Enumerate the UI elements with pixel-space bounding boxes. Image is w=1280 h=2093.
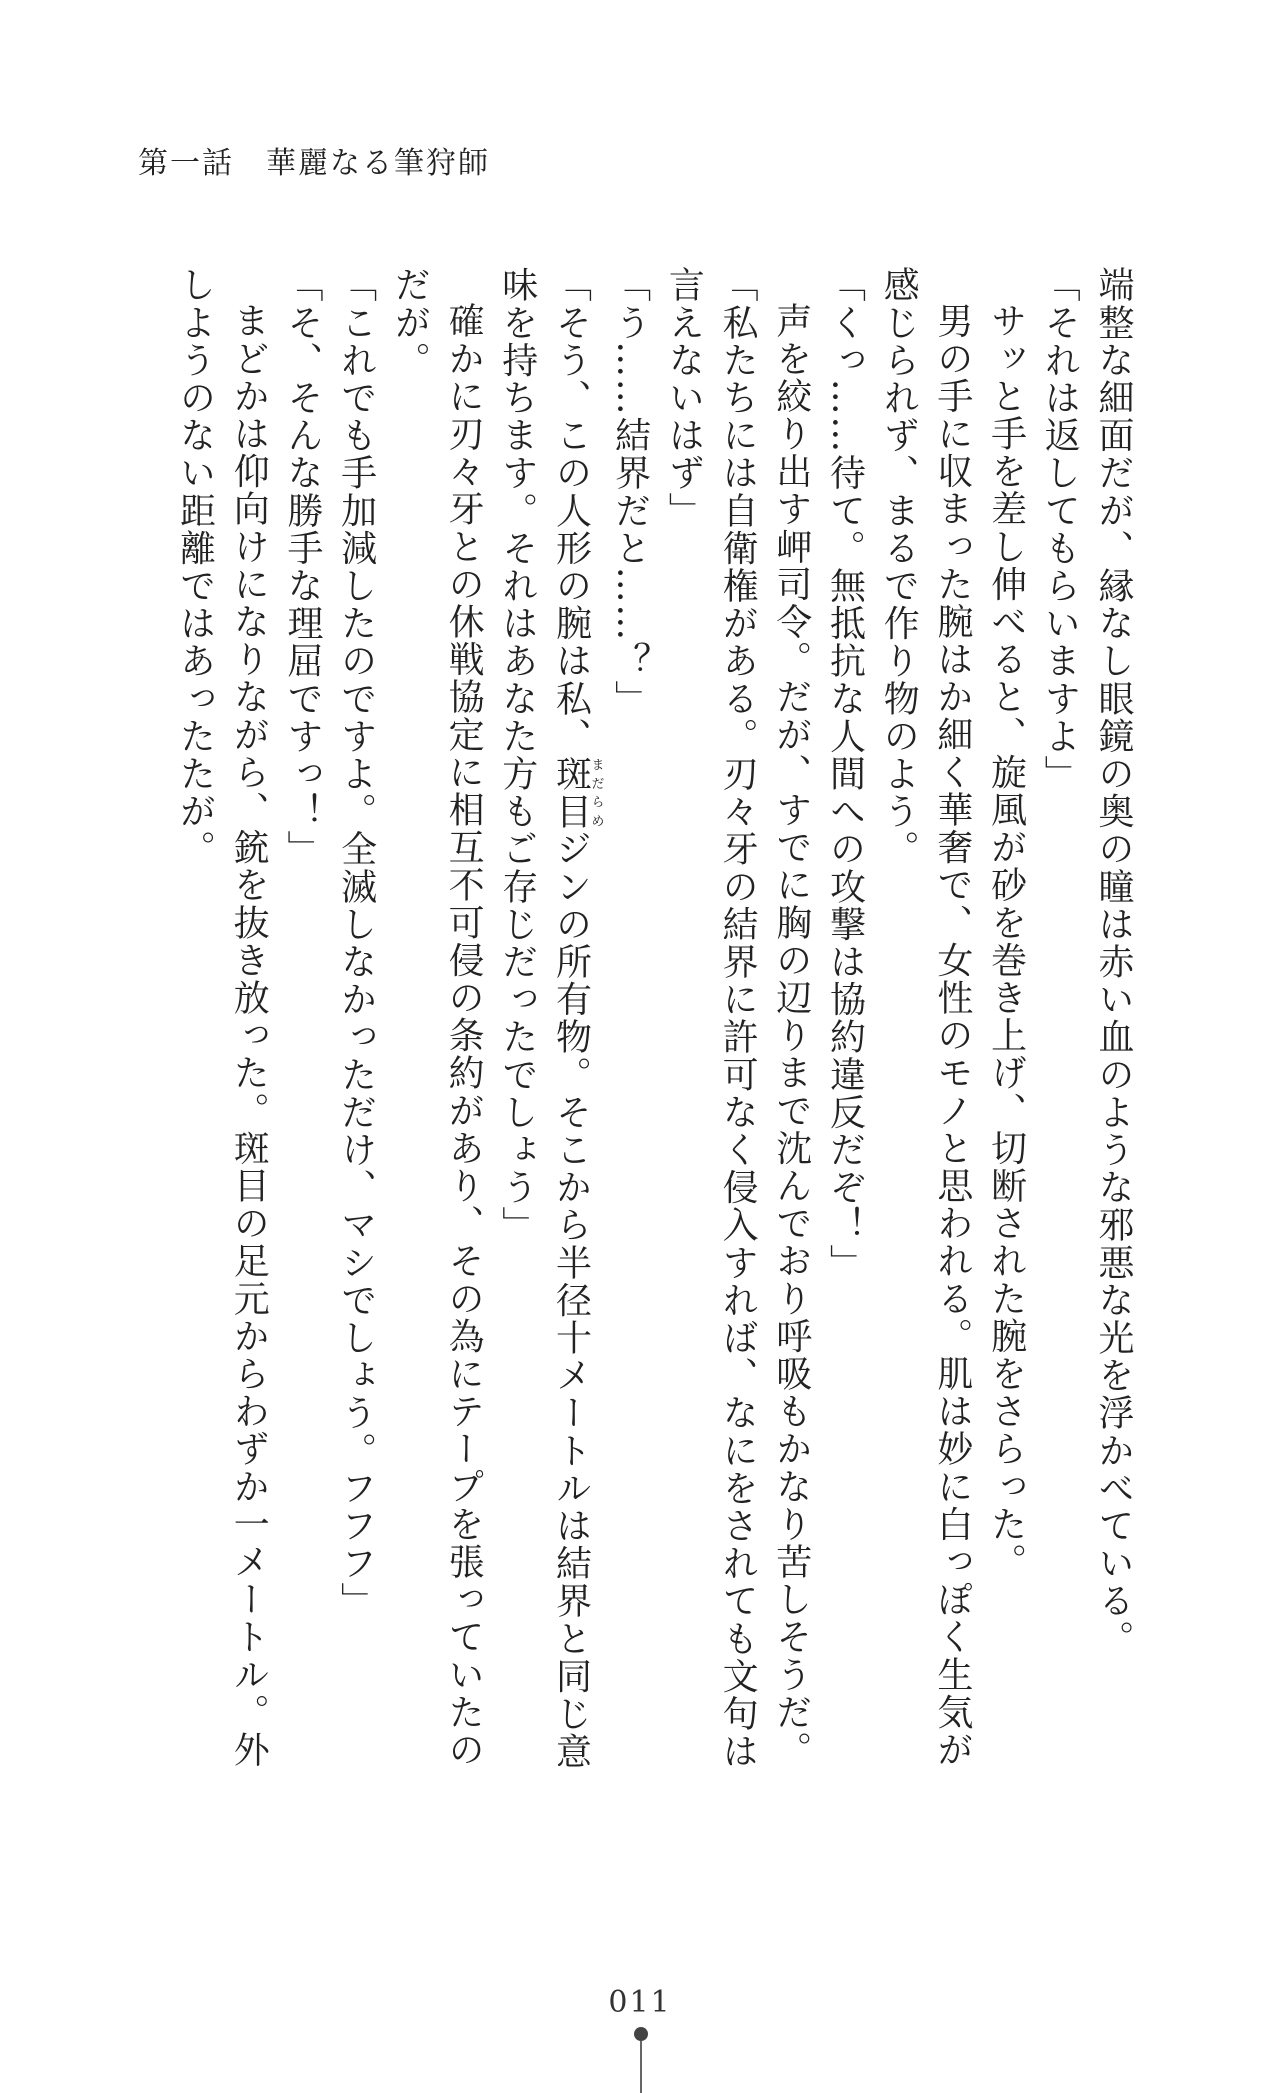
text-line: だが。 — [389, 266, 431, 379]
text-line: まどかは仰向けになりながら、銃を抜き放った。斑目の足元からわずか一メートル。外 — [228, 302, 270, 1769]
text-line: 男の手に収まった腕はか細く華奢で、女性のモノと思われる。肌は妙に白っぽく生気が — [931, 302, 973, 1769]
text-line: 「私たちには自衛権がある。刃々牙の結界に許可なく侵入すれば、なにをされても文句は — [717, 266, 759, 1770]
text-line: 確かに刃々牙との休戦協定に相互不可侵の条約があり、その為にテープを張っていたの — [443, 302, 485, 1769]
text-line: 感じられず、まるで作り物のよう。 — [878, 266, 920, 868]
text-line: 「これでも手加減したのですよ。全滅しなかっただけ、マシでしょう。フフフ」 — [335, 266, 377, 1620]
text-segment: ジンの所有物。そこから半径十メートルは結界と同じ意 — [550, 830, 592, 1771]
text-line: 味を持ちます。それはあなた方もご存じだったでしょう」 — [496, 266, 538, 1244]
ruby-reading: まだらめ — [588, 754, 604, 830]
text-line: 言えないはず」 — [663, 266, 705, 530]
text-segment: 「そう、この人形の腕は私、 — [550, 266, 592, 755]
text-line: しようのない距離ではあったたが。 — [174, 266, 216, 868]
text-line-with-ruby — [544, 266, 604, 1771]
ruby-name — [550, 754, 604, 831]
text-line: 声を絞り出す岬司令。だが、すでに胸の辺りまで沈んでおり呼吸もかなり苦しそうだ。 — [770, 302, 812, 1769]
text-line: 「そ、そんな勝手な理屈ですっ！」 — [281, 266, 323, 868]
text-line: 「う……結界だと……？」 — [609, 266, 651, 718]
page-marker-dot — [634, 2027, 648, 2041]
text-line: サッと手を差し伸べると、旋風が砂を巻き上げ、切断された腕をさらった。 — [985, 302, 1027, 1581]
running-head-title: 第一話 華麗なる筆狩師 — [138, 146, 490, 181]
page-number: 011 — [608, 1985, 672, 2020]
text-line: 端整な細面だが、縁なし眼鏡の奥の瞳は赤い血のような邪悪な光を浮かべている。 — [1093, 266, 1134, 1658]
text-line: 「それは返してもらいますよ」 — [1039, 266, 1081, 793]
main-text-block — [168, 266, 1140, 1771]
text-line: 「くっ……待て。無抵抗な人間への攻撃は協約違反だぞ！」 — [824, 266, 866, 1282]
page-marker-line — [640, 2041, 642, 2093]
ruby-base: 斑目 — [550, 754, 592, 831]
